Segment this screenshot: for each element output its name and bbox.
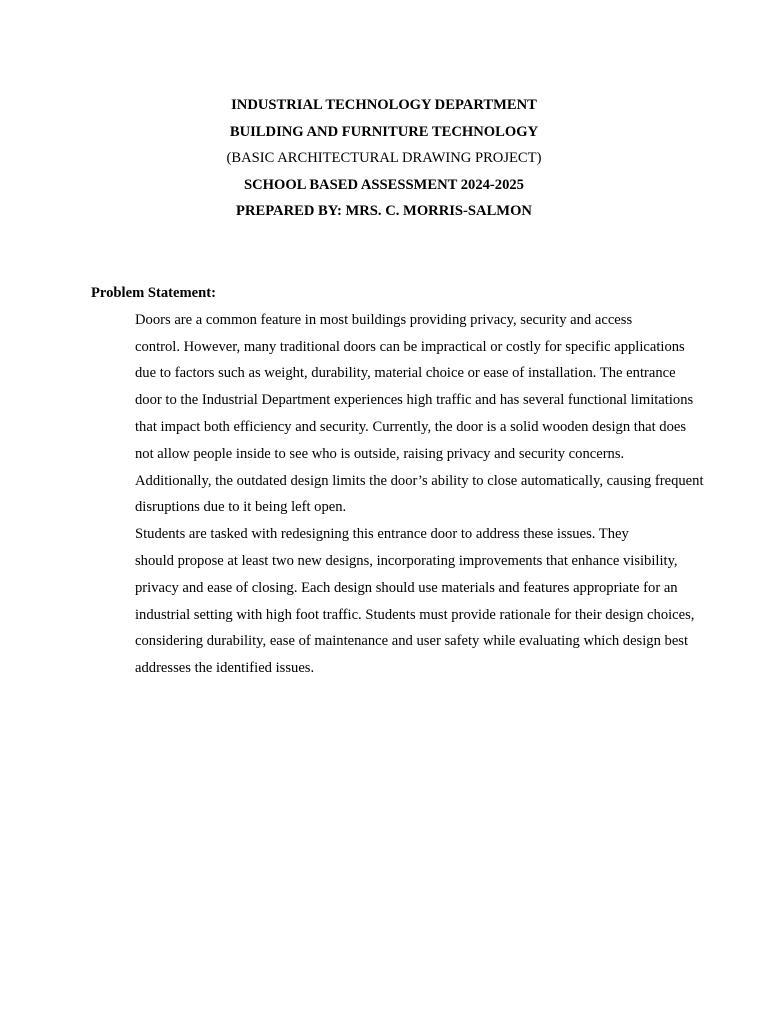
problem-statement-section (91, 280, 704, 682)
subject-title: BUILDING AND FURNITURE TECHNOLOGY (229, 123, 539, 140)
problem-paragraph-1 (91, 307, 704, 521)
paragraph-line: should propose at least two new designs, incorporating improvements that enhance visibility, (135, 552, 678, 569)
paragraph-line: due to factors such as weight, durability, material choice or ease of installation. The entrance (135, 365, 676, 382)
assessment-title: SCHOOL BASED ASSESSMENT 2024-2025 (244, 176, 524, 193)
paragraph-line: door to the Industrial Department experiences high traffic and has several functional limitations (135, 392, 694, 409)
department-title: INDUSTRIAL TECHNOLOGY DEPARTMENT (231, 97, 537, 113)
paragraph-line: addresses the identified issues. (135, 660, 315, 677)
paragraph-line: not allow people inside to see who is outside, raising privacy and security concerns. (135, 445, 625, 462)
paragraph-line: Students are tasked with redesigning this entrance door to address these issues. They (135, 526, 629, 543)
paragraph-line: considering durability, ease of maintenance and user safety while evaluating which design best (135, 633, 689, 650)
paragraph-line: that impact both efficiency and security. Currently, the door is a solid wooden design that does (135, 418, 687, 435)
problem-paragraph-2 (91, 521, 695, 682)
paragraph-line: Additionally, the outdated design limits the door’s ability to close automatically, causing frequent (135, 472, 704, 489)
problem-statement-heading: Problem Statement: (91, 285, 216, 301)
paragraph-line: disruptions due to it being left open. (135, 499, 347, 516)
project-title: (BASIC ARCHITECTURAL DRAWING PROJECT) (226, 150, 542, 167)
paragraph-line: privacy and ease of closing. Each design should use materials and features appropriate for an (135, 579, 678, 596)
document-header (0, 92, 768, 225)
paragraph-line: control. However, many traditional doors can be impractical or costly for specific applications (135, 338, 685, 355)
paragraph-line: industrial setting with high foot traffic. Students must provide rationale for their design choices, (135, 606, 695, 623)
paragraph-line: Doors are a common feature in most buildings providing privacy, security and access (135, 311, 633, 328)
prepared-by: PREPARED BY: MRS. C. MORRIS-SALMON (236, 203, 532, 220)
